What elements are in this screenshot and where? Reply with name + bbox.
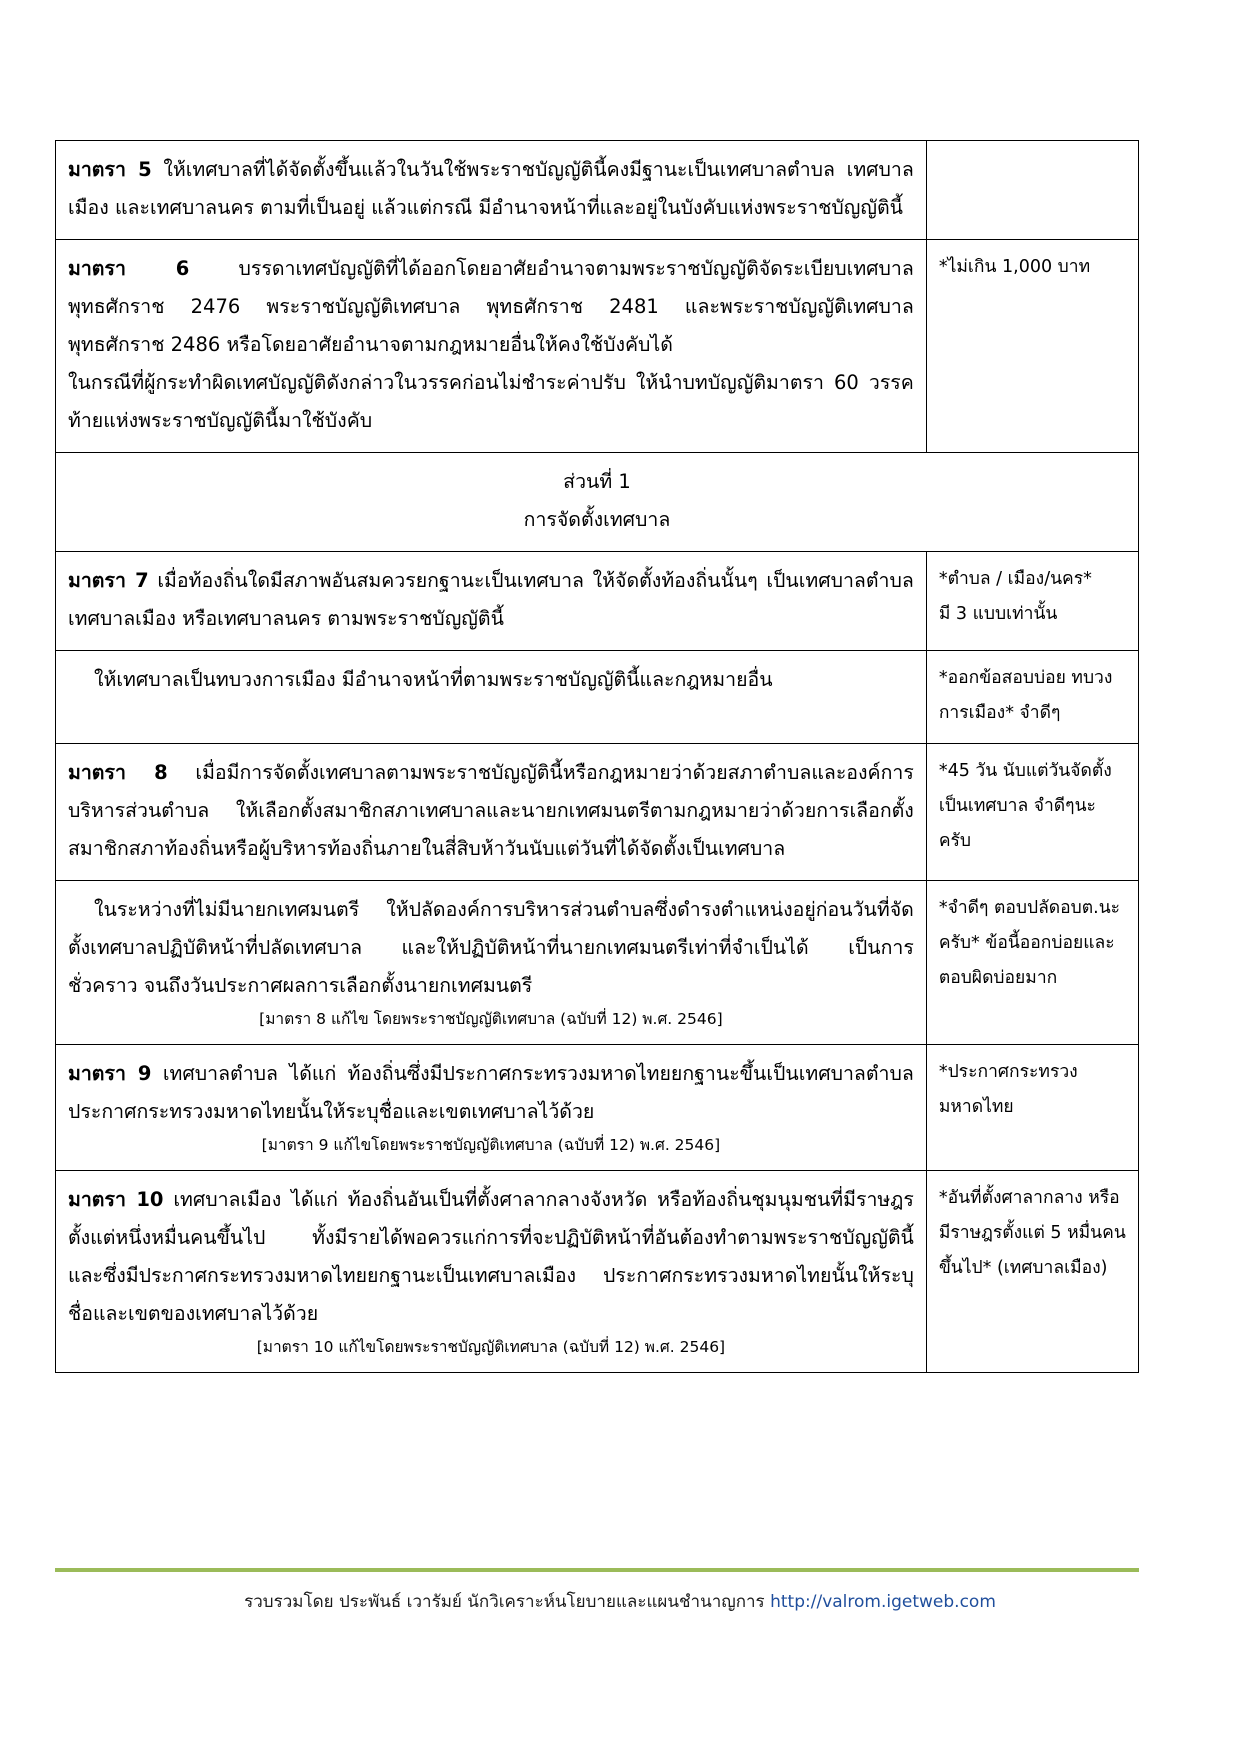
table-row xyxy=(56,1170,1139,1372)
section-7-2-body: ให้เทศบาลเป็นทบวงการเมือง มีอำนาจหน้าที่ตามพระราชบัญญัตินี้และกฎหมายอื่น xyxy=(94,668,773,692)
table-row xyxy=(56,552,1139,651)
section-8-note: *45 วัน นับแต่วันจัดตั้งเป็นเทศบาล จำดีๆนะครับ xyxy=(926,744,1138,881)
table-row xyxy=(56,881,1139,1045)
part-heading-line2: การจัดตั้งเทศบาล xyxy=(523,508,671,532)
section-8-reference: [มาตรา 8 แก้ไข โดยพระราชบัญญัติเทศบาล (ฉบับที่ 12) พ.ศ. 2546] xyxy=(259,1010,723,1029)
table-row xyxy=(56,453,1139,552)
table-row xyxy=(56,744,1139,881)
section-8-label: มาตรา 8 xyxy=(68,761,168,785)
section-8-body: เมื่อมีการจัดตั้งเทศบาลตามพระราชบัญญัตินี้หรือกฎหมายว่าด้วยสภาตำบลและองค์การบริหารส่วนตำบล ให้เลือกตั้งสมาชิกสภาเทศบาลและนายกเทศมนตรีตามกฎหมายว่าด้วยการเลือกตั้งสมาชิกสภาท้องถิ่นหรือผู้บริหารท้องถิ่นภายในสี่สิบห้าวันนับแต่วันที่ได้จัดตั้งเป็นเทศบาล xyxy=(68,761,914,861)
section-6-text xyxy=(56,240,927,453)
footer-url[interactable]: http://valrom.igetweb.com xyxy=(770,1592,996,1612)
section-9-label: มาตรา 9 xyxy=(68,1062,152,1086)
section-7-note-line1: *ตำบล / เมือง/นคร* xyxy=(938,569,1092,590)
section-6-label: มาตรา 6 xyxy=(68,257,190,281)
table-row xyxy=(56,651,1139,744)
page-footer xyxy=(0,1588,1240,1615)
section-7-label: มาตรา 7 xyxy=(68,569,149,593)
section-10-reference: [มาตรา 10 แก้ไขโดยพระราชบัญญัติเทศบาล (ฉบับที่ 12) พ.ศ. 2546] xyxy=(256,1337,726,1356)
section-8-2-text xyxy=(56,881,927,1045)
part-heading-line1: ส่วนที่ 1 xyxy=(563,470,631,494)
section-7-body: เมื่อท้องถิ่นใดมีสภาพอันสมควรยกฐานะเป็นเทศบาล ให้จัดตั้งท้องถิ่นนั้นๆ เป็นเทศบาลตำบล เทศบาลเมือง หรือเทศบาลนคร ตามพระราชบัญญัตินี้ xyxy=(68,569,914,631)
section-7-note xyxy=(926,552,1138,651)
footer-credit: รวบรวมโดย ประพันธ์ เวารัมย์ นักวิเคราะห์นโยบายและแผนชำนาญการ xyxy=(244,1592,771,1612)
section-7-2-note: *ออกข้อสอบบ่อย ทบวงการเมือง* จำดีๆ xyxy=(926,651,1138,744)
section-6-body: บรรดาเทศบัญญัติที่ได้ออกโดยอาศัยอำนาจตามพระราชบัญญัติจัดระเบียบเทศบาล พุทธศักราช 2476 พระราชบัญญัติเทศบาล พุทธศักราช 2481 และพระราชบัญญัติเทศบาล พุทธศักราช 2486 หรือโดยอาศัยอำนาจตามกฎหมายอื่นให้คงใช้บังคับได้ xyxy=(68,257,914,357)
section-6-body-2: ในกรณีที่ผู้กระทำผิดเทศบัญญัติดังกล่าวในวรรคก่อนไม่ชำระค่าปรับ ให้นำบทบัญญัติมาตรา 60 วรรคท้ายแห่งพระราชบัญญัตินี้มาใช้บังคับ xyxy=(68,371,914,433)
section-5-text xyxy=(56,141,927,240)
section-7-2-text xyxy=(56,651,927,744)
table-row xyxy=(56,240,1139,453)
section-7-note-line2: มี 3 แบบเท่านั้น xyxy=(938,604,1058,625)
section-8-2-body: ในระหว่างที่ไม่มีนายกเทศมนตรี ให้ปลัดองค์การบริหารส่วนตำบลซึ่งดำรงตำแหน่งอยู่ก่อนวันที่จัดตั้งเทศบาลปฏิบัติหน้าที่ปลัดเทศบาล และให้ปฏิบัติหน้าที่นายกเทศมนตรีเท่าที่จำเป็นได้ เป็นการชั่วคราว จนถึงวันประกาศผลการเลือกตั้งนายกเทศมนตรี xyxy=(68,898,914,998)
section-9-body: เทศบาลตำบล ได้แก่ ท้องถิ่นซึ่งมีประกาศกระทรวงมหาดไทยยกฐานะขึ้นเป็นเทศบาลตำบล ประกาศกระทรวงมหาดไทยนั้นให้ระบุชื่อและเขตเทศบาลไว้ด้วย xyxy=(68,1062,914,1124)
law-table xyxy=(55,140,1139,1373)
section-9-reference: [มาตรา 9 แก้ไขโดยพระราชบัญญัติเทศบาล (ฉบับที่ 12) พ.ศ. 2546] xyxy=(261,1136,721,1155)
section-8-2-note: *จำดีๆ ตอบปลัดอบต.นะครับ* ข้อนี้ออกบ่อยและตอบผิดบ่อยมาก xyxy=(926,881,1138,1045)
section-5-label: มาตรา 5 xyxy=(68,158,152,181)
section-10-label: มาตรา 10 xyxy=(68,1187,164,1211)
section-8-text xyxy=(56,744,927,881)
section-7-text xyxy=(56,552,927,651)
footer-divider xyxy=(55,1568,1139,1572)
part-heading xyxy=(56,453,1139,552)
section-10-body: เทศบาลเมือง ได้แก่ ท้องถิ่นอันเป็นที่ตั้งศาลากลางจังหวัด หรือท้องถิ่นชุมนุมชนที่มีราษฎรตั้งแต่หนึ่งหมื่นคนขึ้นไป ทั้งมีรายได้พอควรแก่การที่จะปฏิบัติหน้าที่อันต้องทำตามพระราชบัญญัตินี้ และซึ่งมีประกาศกระทรวงมหาดไทยยกฐานะเป็นเทศบาลเมือง ประกาศกระทรวงมหาดไทยนั้นให้ระบุชื่อและเขตของเทศบาลไว้ด้วย xyxy=(68,1187,914,1325)
section-5-body: ให้เทศบาลที่ได้จัดตั้งขึ้นแล้วในวันใช้พระราชบัญญัตินี้คงมีฐานะเป็นเทศบาลตำบล เทศบาลเมือง และเทศบาลนคร ตามที่เป็นอยู่ แล้วแต่กรณี มีอำนาจหน้าที่และอยู่ในบังคับแห่งพระราชบัญญัตินี้ xyxy=(68,158,914,220)
section-9-note: *ประกาศกระทรวงมหาดไทย xyxy=(926,1045,1138,1171)
section-6-note: *ไม่เกิน 1,000 บาท xyxy=(926,240,1138,453)
section-10-note: *อันที่ตั้งศาลากลาง หรือมีราษฎรตั้งแต่ 5 หมื่นคนขึ้นไป* (เทศบาลเมือง) xyxy=(926,1170,1138,1372)
table-row xyxy=(56,1045,1139,1171)
section-5-note xyxy=(926,141,1138,240)
section-9-text xyxy=(56,1045,927,1171)
table-row xyxy=(56,141,1139,240)
section-10-text xyxy=(56,1170,927,1372)
